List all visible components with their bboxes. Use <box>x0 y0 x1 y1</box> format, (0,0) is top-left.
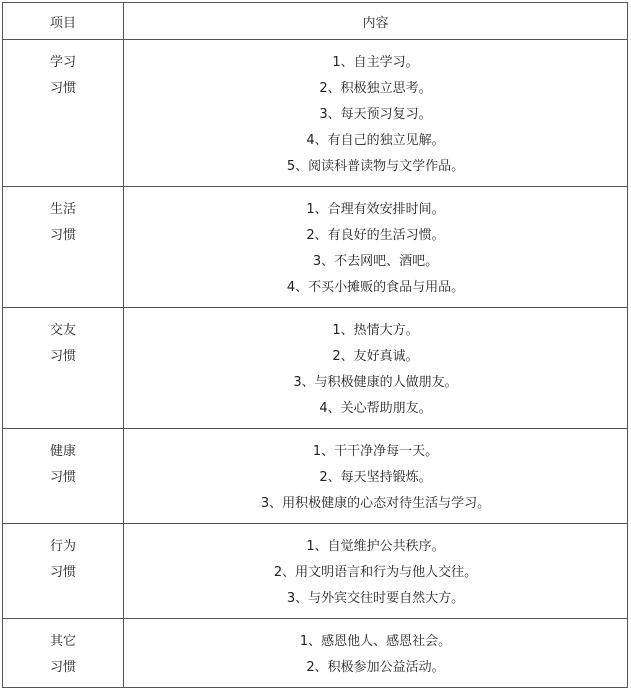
item-cell <box>3 308 124 429</box>
content-line: 2、用文明语言和行为与他人交往。 <box>273 565 478 580</box>
table-row <box>3 524 628 619</box>
content-line: 1、合理有效安排时间。 <box>306 202 445 217</box>
content-line: 3、与积极健康的人做朋友。 <box>293 375 458 390</box>
item-label-line-1: 行为 <box>49 539 76 554</box>
table-row <box>3 308 628 429</box>
header-row <box>3 3 628 40</box>
content-line: 1、热情大方。 <box>332 323 419 338</box>
content-cell <box>124 619 628 688</box>
item-label-line-1: 健康 <box>49 444 76 459</box>
table-row <box>3 619 628 688</box>
item-label-line-2: 习惯 <box>49 228 76 243</box>
item-label-line-1: 学习 <box>49 55 76 70</box>
item-label-line-2: 习惯 <box>49 565 76 580</box>
item-cell <box>3 187 124 308</box>
content-line: 2、每天坚持锻炼。 <box>319 470 432 485</box>
item-label-line-1: 其它 <box>49 634 76 649</box>
content-line: 2、积极独立思考。 <box>319 81 432 96</box>
content-cell <box>124 40 628 187</box>
content-line: 4、有自己的独立见解。 <box>306 133 445 148</box>
content-line: 1、自觉维护公共秩序。 <box>306 539 445 554</box>
content-line: 1、自主学习。 <box>332 55 419 70</box>
content-line: 4、不买小摊贩的食品与用品。 <box>286 280 465 295</box>
header-item: 项目 <box>3 3 124 40</box>
item-cell <box>3 40 124 187</box>
table-row <box>3 429 628 524</box>
content-line: 4、关心帮助朋友。 <box>319 401 432 416</box>
item-label-line-2: 习惯 <box>49 81 76 96</box>
header-content: 内容 <box>124 3 628 40</box>
item-label-line-1: 交友 <box>49 323 76 338</box>
content-line: 3、与外宾交往时要自然大方。 <box>286 591 465 606</box>
content-line: 1、干干净净每一天。 <box>312 444 439 459</box>
content-line: 3、用积极健康的心态对待生活与学习。 <box>260 496 491 511</box>
content-line: 2、积极参加公益活动。 <box>306 660 445 675</box>
item-label-line-2: 习惯 <box>49 660 76 675</box>
item-label-line-1: 生活 <box>49 202 76 217</box>
content-line: 2、有良好的生活习惯。 <box>306 228 445 243</box>
table-row <box>3 187 628 308</box>
item-cell <box>3 429 124 524</box>
content-line: 3、不去网吧、酒吧。 <box>312 254 439 269</box>
content-line: 3、每天预习复习。 <box>319 107 432 122</box>
content-cell <box>124 187 628 308</box>
content-line: 1、感恩他人、感恩社会。 <box>299 634 452 649</box>
content-cell <box>124 429 628 524</box>
item-cell <box>3 524 124 619</box>
table-row <box>3 40 628 187</box>
habits-table <box>2 2 628 688</box>
content-cell <box>124 524 628 619</box>
item-label-line-2: 习惯 <box>49 470 76 485</box>
item-label-line-2: 习惯 <box>49 349 76 364</box>
content-line: 2、友好真诚。 <box>332 349 419 364</box>
content-cell <box>124 308 628 429</box>
content-line: 5、阅读科普读物与文学作品。 <box>286 159 465 174</box>
item-cell <box>3 619 124 688</box>
